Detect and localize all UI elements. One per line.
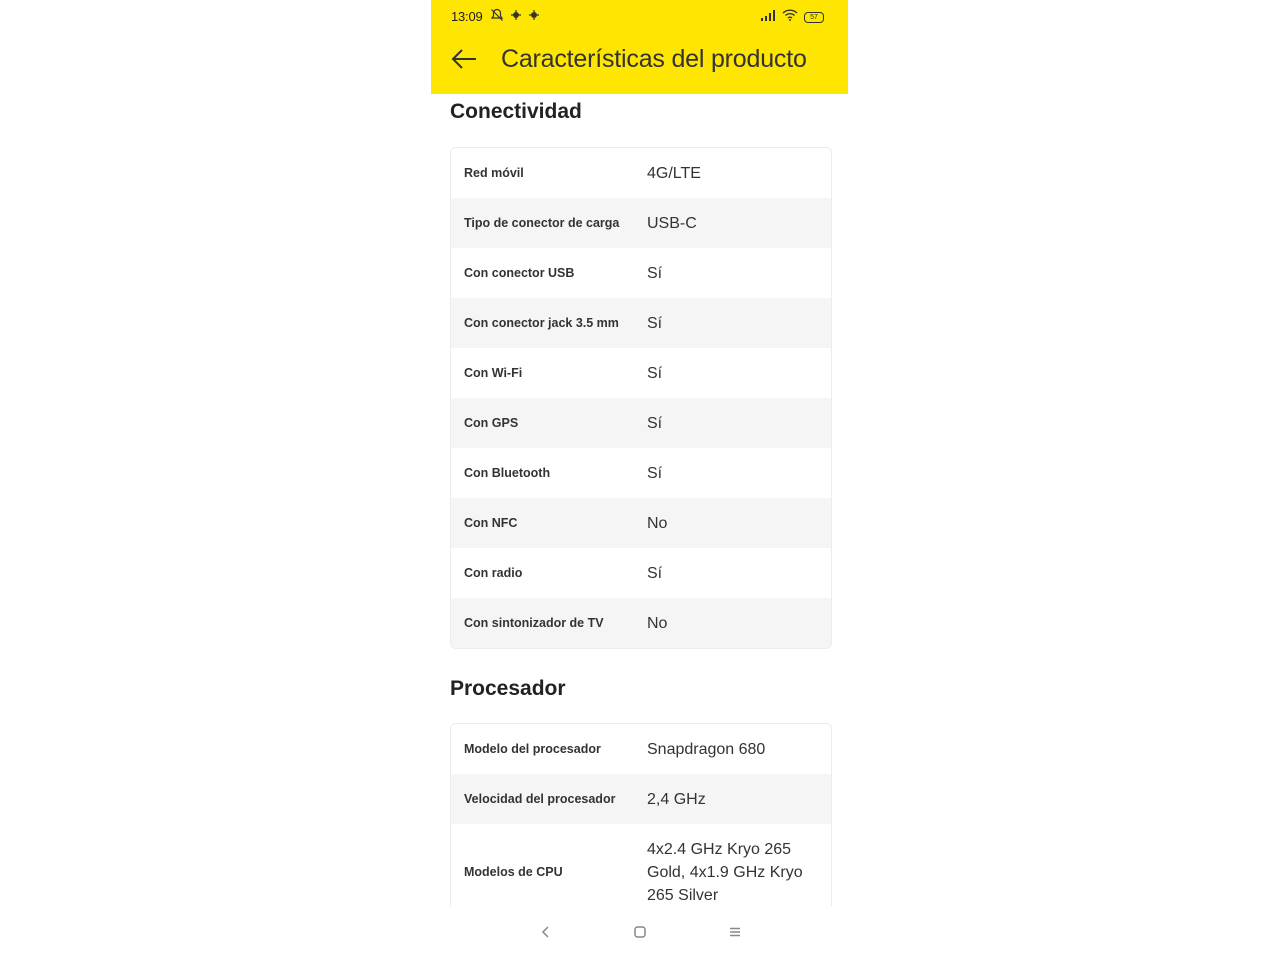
spec-value: Sí	[647, 314, 663, 332]
status-time: 13:09	[451, 9, 483, 24]
nav-recents-icon	[728, 925, 742, 944]
spec-value: No	[647, 514, 668, 532]
app-bar	[431, 32, 848, 94]
spec-value: Sí	[647, 414, 663, 432]
spec-label: Con sintonizador de TV	[464, 616, 604, 630]
spec-label: Con radio	[464, 566, 523, 580]
spec-value: 2,4 GHz	[647, 790, 706, 808]
top-app-bar	[431, 0, 848, 94]
app-notification-icon	[510, 8, 522, 27]
section-title-conectividad: Conectividad	[450, 100, 582, 123]
spec-value: USB-C	[647, 214, 697, 232]
status-icons-left	[490, 8, 540, 27]
phone-screen	[431, 0, 848, 960]
table-row	[451, 774, 831, 824]
spec-label: Con Wi-Fi	[464, 366, 523, 380]
spec-label: Modelo del procesador	[464, 742, 601, 756]
nav-home-button[interactable]	[628, 922, 652, 946]
table-row	[451, 548, 831, 598]
spec-label: Modelos de CPU	[464, 865, 563, 879]
spec-value: Sí	[647, 464, 663, 482]
system-nav-bar	[431, 906, 848, 960]
nav-home-icon	[633, 925, 647, 944]
signal-icon	[760, 8, 776, 26]
spec-value: 4x2.4 GHz Kryo 265 Gold, 4x1.9 GHz Kryo 265 Silver	[647, 840, 803, 904]
scroll-content[interactable]	[431, 94, 848, 906]
spec-label: Con conector jack 3.5 mm	[464, 316, 619, 330]
status-bar	[431, 0, 848, 32]
spec-label: Con NFC	[464, 516, 518, 530]
spec-label: Tipo de conector de carga	[464, 216, 620, 230]
spec-value: 4G/LTE	[647, 164, 701, 182]
nav-back-button[interactable]	[533, 922, 557, 946]
status-icons-right	[760, 8, 824, 26]
spec-value: Sí	[647, 264, 663, 282]
spec-label: Velocidad del procesador	[464, 792, 616, 806]
spec-value: Sí	[647, 564, 663, 582]
back-button[interactable]	[447, 46, 481, 76]
table-row	[451, 348, 831, 398]
spec-label: Con conector USB	[464, 266, 575, 280]
table-row	[451, 248, 831, 298]
table-row	[451, 398, 831, 448]
spec-value: No	[647, 614, 668, 632]
page-title: Características del producto	[501, 45, 807, 73]
section-title-procesador: Procesador	[450, 677, 566, 700]
table-row	[451, 724, 831, 774]
arrow-left-icon	[450, 48, 478, 75]
nav-back-icon	[539, 925, 551, 944]
table-row	[451, 498, 831, 548]
spec-label: Con Bluetooth	[464, 466, 551, 480]
spec-table-procesador	[450, 723, 832, 906]
app-notification-icon	[528, 8, 540, 27]
table-row	[451, 198, 831, 248]
spec-label: Red móvil	[464, 166, 524, 180]
spec-table-conectividad	[450, 147, 832, 649]
table-row	[451, 824, 831, 906]
spec-value: Snapdragon 680	[647, 740, 766, 758]
spec-label: Con GPS	[464, 416, 519, 430]
battery-icon: 57	[804, 12, 824, 23]
table-row	[451, 448, 831, 498]
spec-value: Sí	[647, 364, 663, 382]
wifi-icon	[782, 8, 798, 26]
table-row	[451, 598, 831, 648]
notification-muted-icon	[490, 8, 504, 27]
table-row	[451, 298, 831, 348]
table-row	[451, 148, 831, 198]
nav-recents-button[interactable]	[723, 922, 747, 946]
